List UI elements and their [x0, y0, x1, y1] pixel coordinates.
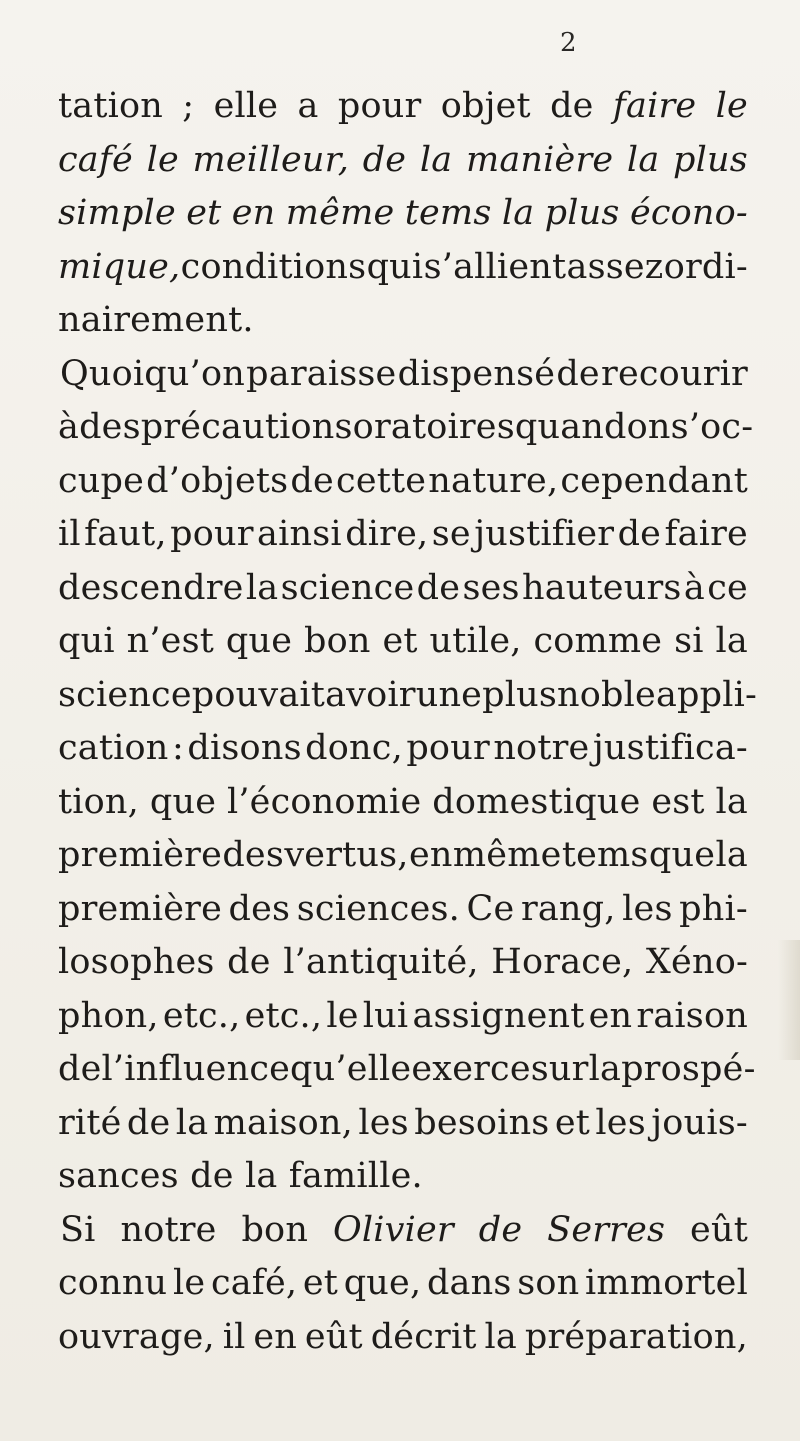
word: paraisse — [246, 353, 397, 394]
word: recourir — [601, 353, 748, 394]
italic-word: Olivier — [332, 1209, 454, 1250]
italic-word: plus — [544, 193, 620, 233]
word: qu’elle — [290, 1049, 412, 1089]
word: justifier — [474, 514, 615, 554]
word: etc., — [162, 995, 241, 1036]
text-line — [58, 562, 748, 616]
word: cupe — [58, 460, 145, 501]
text-line — [58, 1150, 748, 1204]
text-line — [58, 615, 748, 669]
word: Horace, — [491, 942, 634, 982]
word: oratoires — [352, 407, 515, 447]
word: lui — [362, 995, 409, 1036]
word: s’oc- — [670, 407, 754, 447]
word: les — [595, 1102, 646, 1143]
word: science — [58, 674, 192, 715]
body-text — [58, 80, 758, 1364]
word: rang, — [520, 888, 616, 929]
italic-word: de — [362, 139, 407, 180]
word: pour — [170, 514, 254, 554]
word: notre — [120, 1209, 217, 1250]
word: de — [290, 460, 334, 501]
word: café, — [210, 1263, 298, 1303]
word: précautions — [140, 407, 353, 447]
word: il — [222, 1316, 246, 1357]
word: décrit — [370, 1316, 477, 1357]
word: des — [79, 407, 141, 447]
text-line — [58, 508, 748, 562]
word: : — [171, 728, 184, 768]
text-line — [58, 134, 748, 188]
word: immortel — [585, 1263, 748, 1303]
word: tion, — [58, 781, 139, 822]
word: préparation, — [524, 1316, 748, 1357]
text-line — [58, 401, 754, 455]
word: qui — [366, 246, 424, 287]
word: que — [648, 835, 716, 875]
page-number: 2 — [560, 28, 577, 58]
text-line — [58, 80, 748, 134]
word: assignent — [412, 995, 585, 1036]
word: et — [382, 621, 418, 661]
text-line — [58, 1204, 748, 1258]
word: objet — [440, 86, 531, 126]
word: en — [408, 835, 453, 875]
word: pour — [406, 728, 490, 768]
word: plus — [482, 674, 558, 715]
word: a — [297, 86, 319, 126]
word: et — [554, 1102, 591, 1143]
italic-word: le — [146, 139, 179, 180]
word: les — [358, 1102, 409, 1143]
word: la — [588, 1049, 622, 1089]
word: nature, — [428, 460, 559, 501]
word: besoins — [414, 1102, 550, 1143]
word: et — [302, 1263, 339, 1303]
italic-word: écono- — [629, 193, 748, 233]
text-line — [58, 294, 748, 348]
text-segment: nairement. — [58, 300, 254, 340]
word: science — [280, 567, 415, 608]
italic-word: simple — [58, 193, 176, 233]
word: en — [253, 1316, 298, 1357]
word: donc, — [305, 728, 403, 768]
word: cependant — [560, 460, 748, 501]
word: Si — [60, 1209, 96, 1250]
word: son — [517, 1263, 580, 1303]
italic-word: manière — [465, 139, 614, 180]
italic-word: le — [715, 86, 748, 126]
word: avoir — [325, 674, 416, 715]
word: qui — [58, 621, 115, 661]
text-line — [58, 1043, 756, 1097]
word: Xéno- — [645, 942, 748, 982]
word: justifica- — [592, 728, 748, 768]
word: etc., — [244, 995, 323, 1036]
word: de — [126, 1102, 171, 1143]
word: se — [431, 514, 471, 554]
word: première — [58, 835, 222, 875]
word: vertus, — [284, 835, 409, 875]
word: ouvrage, — [58, 1316, 215, 1357]
text-line — [58, 1257, 748, 1311]
word: ordi- — [663, 246, 748, 287]
word: n’est — [126, 621, 215, 661]
word: domestique — [432, 781, 641, 822]
word: exerce — [411, 1049, 531, 1089]
word: on — [626, 407, 671, 447]
word: dans — [426, 1263, 512, 1303]
text-line — [58, 829, 748, 883]
text-line — [58, 776, 748, 830]
word: Quoiqu’on — [60, 353, 245, 394]
word: comme — [533, 621, 663, 661]
italic-word: la — [419, 139, 453, 180]
word: bon — [241, 1209, 309, 1250]
word: les — [622, 888, 673, 929]
word: la — [245, 567, 279, 608]
word: de — [58, 1049, 102, 1089]
word: losophes — [58, 942, 215, 982]
word: dispensé — [397, 353, 556, 394]
italic-word: faire — [612, 86, 697, 126]
word: prospé- — [621, 1049, 756, 1089]
word: eût — [690, 1209, 748, 1250]
word: s’allient — [423, 246, 567, 287]
word: faut, — [84, 514, 167, 554]
italic-word: mique, — [58, 246, 181, 287]
word: raison — [636, 995, 748, 1036]
word: même — [452, 835, 562, 875]
word: des — [222, 835, 284, 875]
word: le — [326, 995, 359, 1036]
text-segment: sances de la famille. — [58, 1156, 423, 1196]
word: l’antiquité, — [283, 942, 479, 982]
word: de — [227, 942, 271, 982]
word: la — [715, 781, 748, 822]
word: la — [175, 1102, 209, 1143]
text-line — [58, 187, 748, 241]
word: utile, — [429, 621, 522, 661]
word: jouis- — [651, 1102, 748, 1143]
italic-word: en — [231, 193, 276, 233]
text-line — [58, 1311, 748, 1365]
word: elle — [213, 86, 279, 126]
word: phi- — [679, 888, 748, 929]
word: de — [617, 514, 662, 554]
word: rité — [58, 1102, 122, 1143]
word: l’économie — [226, 781, 422, 822]
italic-word: même — [285, 193, 395, 233]
italic-word: plus — [673, 139, 748, 180]
word: de — [550, 86, 594, 126]
word: hauteurs — [521, 567, 682, 608]
word: noble — [557, 674, 656, 715]
word: cette — [336, 460, 427, 501]
word: la — [715, 835, 748, 875]
text-line — [58, 348, 748, 402]
word: disons — [187, 728, 302, 768]
word: sur — [530, 1049, 589, 1089]
text-line — [58, 883, 748, 937]
word: pour — [337, 86, 422, 126]
italic-word: de — [478, 1209, 523, 1250]
word: appli- — [655, 674, 758, 715]
italic-word: meilleur, — [192, 139, 350, 180]
word: phon, — [58, 995, 159, 1036]
word: la — [715, 621, 748, 661]
text-line — [58, 669, 758, 723]
word: il — [58, 514, 81, 554]
word: sciences. — [296, 888, 460, 929]
word: en — [588, 995, 633, 1036]
text-line — [58, 1097, 748, 1151]
word: ; — [182, 86, 195, 126]
word: d’objets — [146, 460, 289, 501]
word: quand — [514, 407, 627, 447]
word: ses — [462, 567, 520, 608]
word: première — [58, 888, 222, 929]
word: une — [415, 674, 483, 715]
word: faire — [664, 514, 748, 554]
text-line — [58, 241, 748, 295]
word: des — [228, 888, 291, 929]
word: dire, — [345, 514, 429, 554]
word: descendre — [58, 567, 244, 608]
text-line — [58, 936, 748, 990]
word: à — [683, 567, 705, 608]
word: Ce — [466, 888, 515, 929]
word: eût — [304, 1316, 363, 1357]
word: assez — [566, 246, 664, 287]
word: que — [225, 621, 293, 661]
word: le — [172, 1263, 206, 1303]
word: connu — [58, 1263, 168, 1303]
word: conditions — [180, 246, 367, 287]
word: à — [58, 407, 80, 447]
word: tems — [561, 835, 649, 875]
italic-word: la — [501, 193, 535, 233]
word: pouvait — [191, 674, 326, 715]
word: ce — [707, 567, 748, 608]
italic-word: tems — [404, 193, 492, 233]
word: que — [149, 781, 217, 822]
word: de — [416, 567, 461, 608]
italic-word: café — [58, 139, 133, 180]
word: ainsi — [257, 514, 342, 554]
word: bon — [304, 621, 371, 661]
italic-word: Serres — [547, 1209, 666, 1250]
word: si — [674, 621, 704, 661]
word: de — [556, 353, 600, 394]
text-line — [58, 990, 748, 1044]
text-line — [58, 455, 748, 509]
word: l’influence — [101, 1049, 291, 1089]
word: la — [484, 1316, 517, 1357]
word: que, — [343, 1263, 422, 1303]
word: est — [651, 781, 705, 822]
page-edge-stain — [778, 940, 800, 1060]
word: cation — [58, 728, 169, 768]
text-line — [58, 722, 748, 776]
word: maison, — [213, 1102, 353, 1143]
word: tation — [58, 86, 164, 126]
italic-word: la — [626, 139, 660, 180]
word: notre — [493, 728, 590, 768]
italic-word: et — [186, 193, 222, 233]
